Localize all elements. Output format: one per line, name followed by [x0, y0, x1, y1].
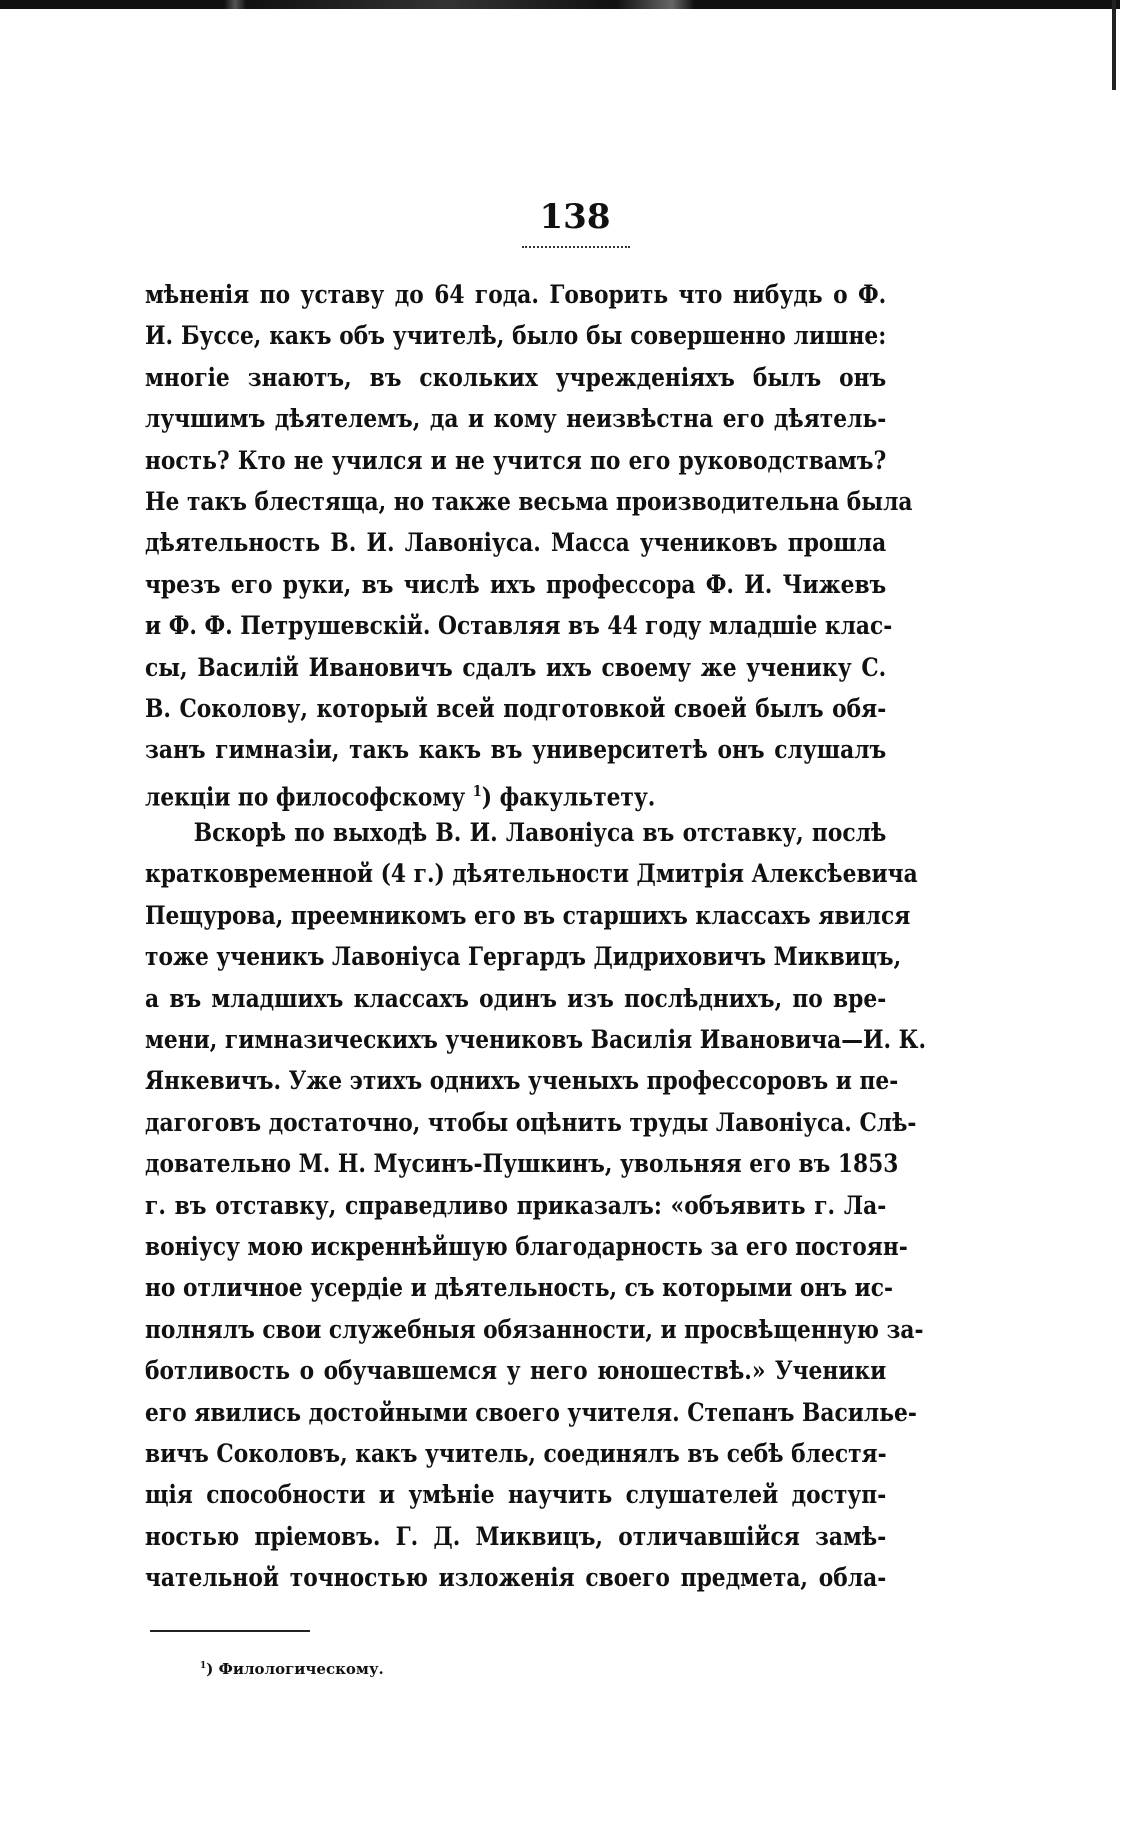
- footnote-mark: 1: [200, 1661, 207, 1671]
- text-line: [145, 1060, 899, 1101]
- text-line: [145, 1143, 899, 1184]
- scan-edge-top: [0, 0, 1120, 9]
- text-line-content: чательной точностью изложенія своего предмета, обла-: [145, 1563, 887, 1593]
- footnote-rule: [150, 1630, 310, 1632]
- text-line: [145, 895, 911, 936]
- text-line-content: довательно М. Н. Мусинъ-Пушкинъ, увольняя его въ 1853: [145, 1149, 899, 1179]
- text-line-content: ) факультету.: [481, 782, 656, 812]
- text-line-content: чрезъ его руки, въ числѣ ихъ профессора Ф. И. Чижевъ: [145, 569, 887, 599]
- text-line-content: мени, гимназическихъ учениковъ Василія Ивановича—И. К.: [145, 1025, 927, 1055]
- text-line: [145, 812, 886, 853]
- text-line-content: ботливость о обучавшемся у него юношествѣ.» Ученики: [145, 1356, 887, 1386]
- text-line: [145, 1226, 908, 1267]
- text-line-content: мѣненія по уставу до 64 года. Говорить что нибудь о Ф.: [145, 280, 887, 309]
- text-line-content: Пещурова, преемникомъ его въ старшихъ классахъ явился: [145, 900, 911, 930]
- text-line: [145, 1557, 886, 1598]
- text-line-content: ностью пріемовъ. Г. Д. Миквицъ, отличавшійся замѣ-: [145, 1521, 887, 1551]
- text-line: [145, 978, 886, 1019]
- text-line: [145, 688, 886, 729]
- text-line-content: его явились достойными своего учителя. Степанъ Василье-: [145, 1397, 917, 1427]
- text-line-content: дѣятельность В. И. Лавоніуса. Масса учениковъ прошла: [145, 528, 887, 558]
- text-line: [145, 398, 886, 439]
- text-line-content: Вскорѣ по выходѣ В. И. Лавоніуса въ отставку, послѣ: [193, 818, 887, 848]
- footnote: [200, 1660, 384, 1678]
- text-line-content: но отличное усердіе и дѣятельность, съ которыми онъ ис-: [145, 1273, 894, 1303]
- text-line: [145, 647, 886, 688]
- scan-edge-right: [1112, 0, 1116, 90]
- text-line-content: воніусу мою искреннѣйшую благодарность за его постоян-: [145, 1231, 908, 1261]
- text-line: [145, 936, 902, 977]
- page-number-rule: [522, 246, 630, 248]
- text-line: [145, 274, 886, 315]
- text-line-content: Янкевичъ. Уже этихъ однихъ ученыхъ профессоровъ и пе-: [145, 1066, 899, 1096]
- text-line-content: щія способности и умѣніе научить слушателей доступ-: [145, 1480, 887, 1510]
- body-text: [145, 274, 927, 1599]
- text-line: [145, 522, 886, 563]
- text-line-content: лекціи по философскому: [145, 782, 473, 812]
- page-number: 138: [539, 197, 611, 237]
- text-line-content: В. Соколову, который всей подготовкой своей былъ обя-: [145, 693, 887, 723]
- text-line: [145, 1474, 886, 1515]
- text-line-content: сы, Василій Ивановичъ сдалъ ихъ своему же ученику С.: [145, 652, 887, 682]
- text-line-content: лучшимъ дѣятелемъ, да и кому неизвѣстна его дѣятель-: [145, 404, 887, 434]
- text-line: [145, 315, 886, 356]
- text-line: [145, 1185, 886, 1226]
- text-line: [145, 1309, 924, 1350]
- text-line: [145, 853, 918, 894]
- footnote-reference: 1: [472, 781, 482, 800]
- text-line: [145, 1516, 886, 1557]
- text-line-content: а въ младшихъ классахъ одинъ изъ послѣднихъ, по вре-: [145, 983, 887, 1013]
- text-line-content: кратковременной (4 г.) дѣятельности Дмитрія Алексѣевича: [145, 859, 918, 889]
- text-line-content: полнялъ свои служебныя обязанности, и просвѣщенную за-: [145, 1314, 924, 1344]
- text-line-content: И. Буссе, какъ объ учителѣ, было бы совершенно лишне:: [145, 321, 887, 351]
- text-line-content: вичъ Соколовъ, какъ учитель, соединялъ въ себѣ блестя-: [145, 1438, 887, 1468]
- text-line: [145, 729, 886, 770]
- text-line-content: многіе знаютъ, въ скольких учрежденіяхъ былъ онъ: [145, 362, 887, 392]
- text-line: [145, 1392, 917, 1433]
- text-line-content: г. въ отставку, справедливо приказалъ: «объявить г. Ла-: [145, 1190, 887, 1220]
- text-line: [145, 605, 893, 646]
- text-line: [145, 481, 913, 522]
- text-line-content: занъ гимназіи, такъ какъ въ университетѣ онъ слушалъ: [145, 735, 887, 765]
- text-line: [145, 1350, 886, 1391]
- text-line: [145, 564, 886, 605]
- text-line-content: Не такъ блестяща, но также весьма производительна была: [145, 486, 913, 516]
- text-line: [145, 771, 886, 812]
- text-line-content: и Ф. Ф. Петрушевскій. Оставляя въ 44 году младшіе клас-: [145, 611, 893, 641]
- text-line: [145, 357, 886, 398]
- footnote-text: ) Филологическому.: [206, 1660, 384, 1678]
- text-line: [145, 1433, 886, 1474]
- text-line-content: ность? Кто не учился и не учится по его руководствамъ?: [145, 445, 887, 475]
- text-line: [145, 1267, 894, 1308]
- text-line: [145, 1019, 927, 1060]
- text-line: [145, 1102, 917, 1143]
- text-line: [145, 440, 886, 481]
- text-line-content: дагоговъ достаточно, чтобы оцѣнить труды Лавоніуса. Слѣ-: [145, 1107, 917, 1137]
- text-line-content: тоже ученикъ Лавоніуса Гергардъ Дидриховичъ Миквицъ,: [145, 942, 902, 972]
